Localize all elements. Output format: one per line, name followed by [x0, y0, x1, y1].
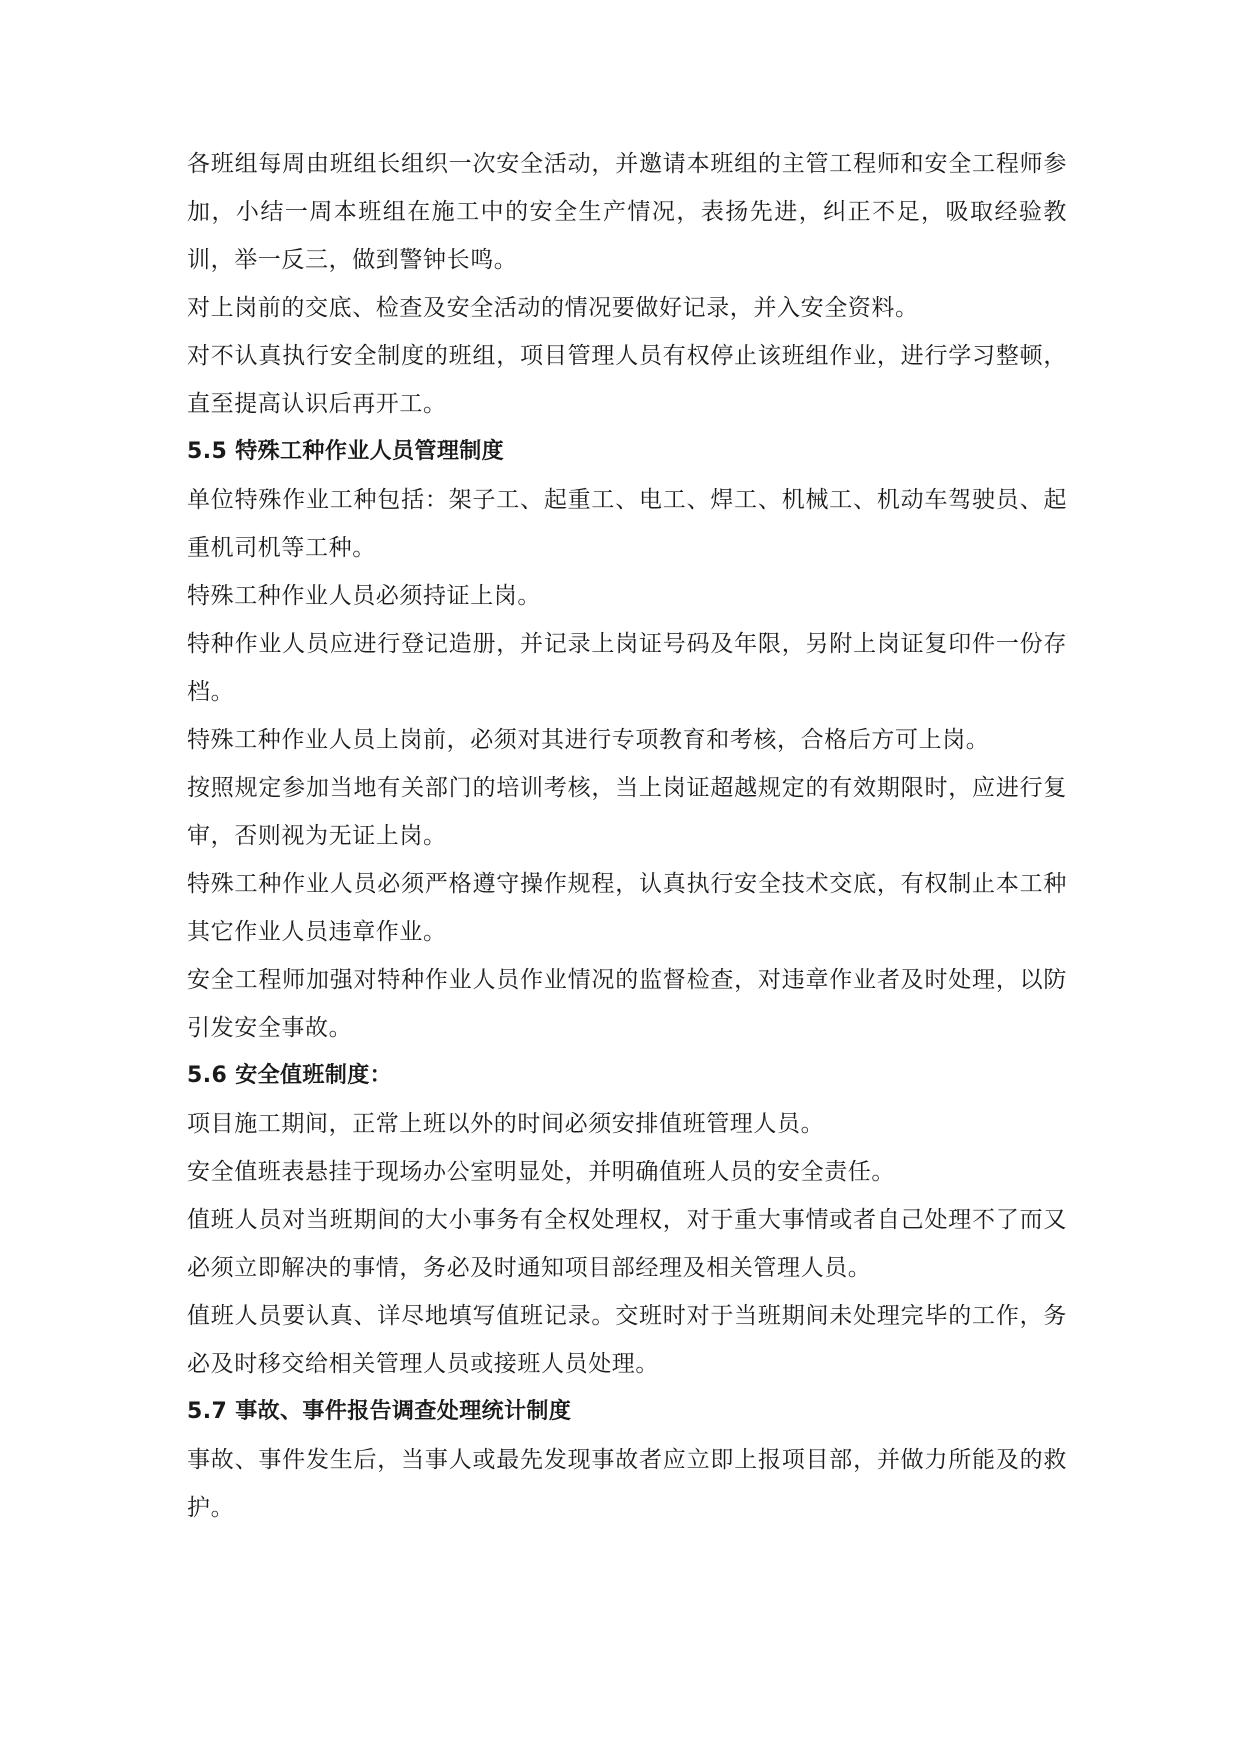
- section-heading-5-6: 5.6 安全值班制度：: [187, 1063, 393, 1088]
- paragraph-duty-roster: 安全值班表悬挂于现场办公室明显处，并明确值班人员的安全责任。: [187, 1159, 895, 1185]
- paragraph-pre-job-training: 特殊工种作业人员上岗前，必须对其进行专项教育和考核，合格后方可上岗。: [187, 727, 990, 753]
- paragraph-certified-only: 特殊工种作业人员必须持证上岗。: [187, 583, 541, 609]
- section-heading-5-7: 5.7 事故、事件报告调查处理统计制度: [187, 1399, 572, 1424]
- paragraph-record-keeping: 对上岗前的交底、检查及安全活动的情况要做好记录，并入安全资料。: [187, 295, 919, 321]
- paragraph-special-trades-list: 单位特殊作业工种包括：架子工、起重工、电工、焊工、机械工、机动车驾驶员、起重机司机等工种。: [187, 487, 1067, 561]
- paragraph-duty-staff: 项目施工期间，正常上班以外的时间必须安排值班管理人员。: [187, 1111, 825, 1137]
- paragraph-duty-authority: 值班人员对当班期间的大小事务有全权处理权，对于重大事情或者自己处理不了而又必须立即解决的事情，务必及时通知项目部经理及相关管理人员。: [187, 1207, 1067, 1281]
- paragraph-duty-log: 值班人员要认真、详尽地填写值班记录。交班时对于当班期间未处理完毕的工作，务必及时移交给相关管理人员或接班人员处理。: [187, 1303, 1067, 1377]
- document-page: [187, 140, 1067, 1532]
- paragraph-recertification: 按照规定参加当地有关部门的培训考核，当上岗证超越规定的有效期限时，应进行复审，否则视为无证上岗。: [187, 775, 1067, 849]
- section-heading-5-5: 5.5 特殊工种作业人员管理制度: [187, 439, 505, 464]
- paragraph-follow-procedures: 特殊工种作业人员必须严格遵守操作规程，认真执行安全技术交底，有权制止本工种其它作业人员违章作业。: [187, 871, 1067, 945]
- paragraph-registration: 特种作业人员应进行登记造册，并记录上岗证号码及年限，另附上岗证复印件一份存档。: [187, 631, 1067, 705]
- paragraph-weekly-safety-activity: 各班组每周由班组长组织一次安全活动，并邀请本班组的主管工程师和安全工程师参加，小结一周本班组在施工中的安全生产情况，表扬先进，纠正不足，吸取经验教训，举一反三，做到警钟长鸣。: [187, 151, 1067, 273]
- paragraph-stop-work-authority: 对不认真执行安全制度的班组，项目管理人员有权停止该班组作业，进行学习整顿，直至提高认识后再开工。: [187, 343, 1067, 417]
- paragraph-supervision: 安全工程师加强对特种作业人员作业情况的监督检查，对违章作业者及时处理，以防引发安全事故。: [187, 967, 1067, 1041]
- paragraph-incident-reporting: 事故、事件发生后，当事人或最先发现事故者应立即上报项目部，并做力所能及的救护。: [187, 1447, 1067, 1521]
